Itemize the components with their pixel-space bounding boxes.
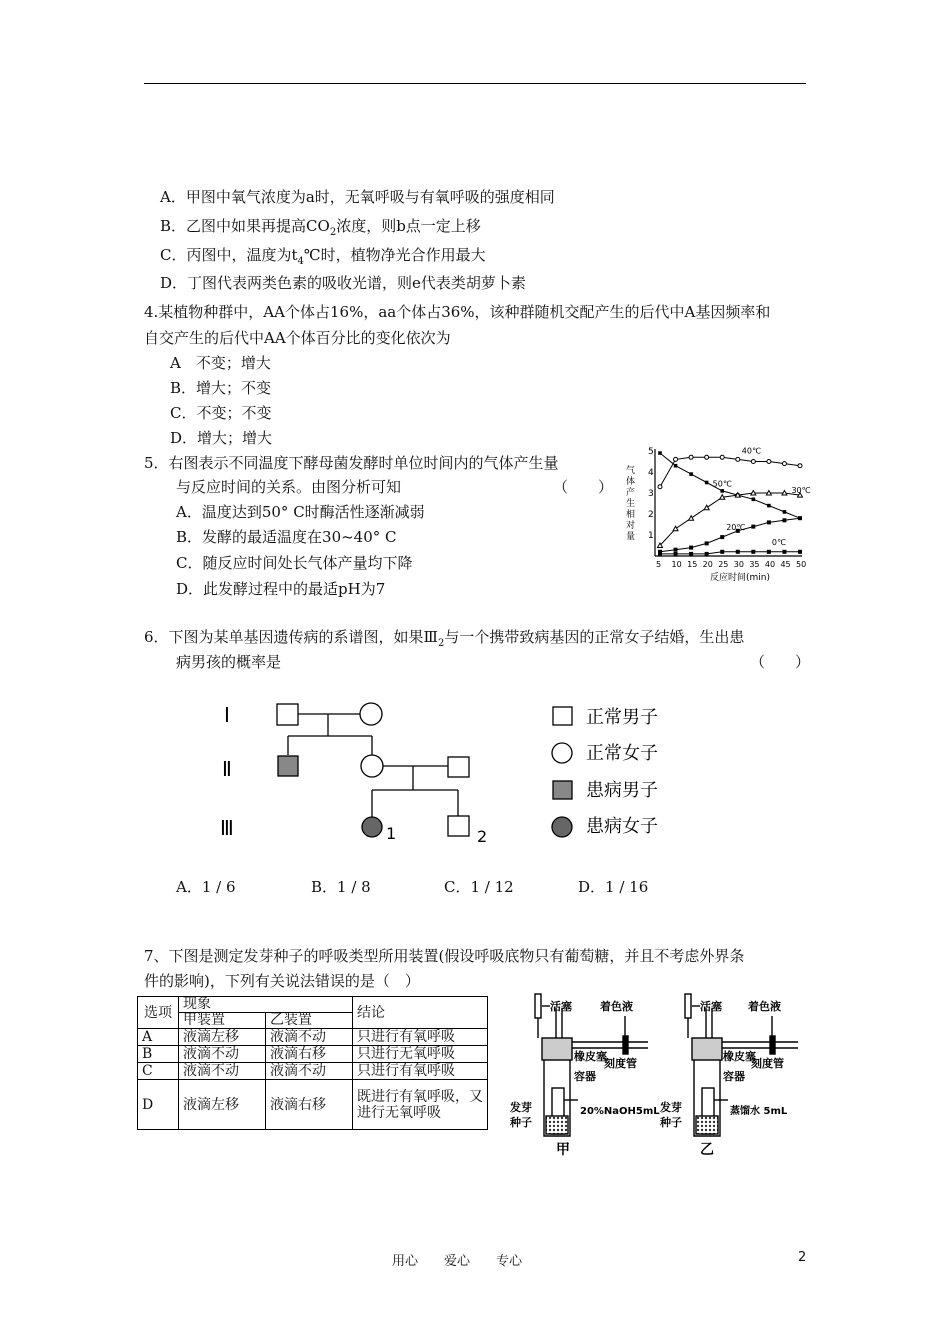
q5-option-d: D．此发酵过程中的最适pH为7 — [176, 580, 386, 598]
chart-x-tick-label: 10 — [671, 560, 682, 569]
chart-x-axis-label: 反应时间(min) — [710, 573, 770, 583]
chart-point — [752, 498, 756, 502]
chart-point — [782, 462, 786, 466]
chart-point — [782, 550, 786, 554]
q3-option-a: A．甲图中氧气浓度为a时，无氧呼吸与有氧呼吸的强度相同 — [160, 188, 555, 206]
chart-point — [798, 464, 802, 468]
chart-series-label: 40℃ — [741, 446, 761, 456]
chart-x-tick-label: 5 — [656, 560, 662, 569]
chart-point — [720, 489, 724, 493]
individual-label-1: 1 — [386, 824, 397, 843]
chart-x-tick-label: 50 — [796, 560, 807, 569]
yi-label-colored-liquid: 着色液 — [748, 1000, 781, 1013]
yi-figure-label: 乙 — [700, 1142, 714, 1158]
jia-figure-label: 甲 — [556, 1142, 570, 1158]
chart-point — [705, 541, 709, 545]
yi-seeds — [696, 1116, 718, 1134]
chart-point — [689, 472, 693, 476]
fermentation-chart — [622, 443, 811, 585]
chart-point — [751, 491, 756, 496]
table-cell-jia: 液滴左移 — [179, 1080, 266, 1130]
yi-label-graduated-tube: 刻度管 — [751, 1057, 784, 1070]
legend-normal-female-label: 正常女子 — [586, 743, 658, 764]
q3-option-d: D．丁图代表两类色素的吸收光谱，则e代表类胡萝卜素 — [160, 274, 526, 292]
respiration-apparatus-figure — [508, 988, 808, 1160]
q7-results-table — [137, 996, 488, 1130]
table-header-conclusion: 结论 — [353, 997, 488, 1029]
yi-label-seeds-line2: 种子 — [660, 1116, 682, 1129]
chart-point — [783, 510, 787, 514]
q4-option-c: C．不变；不变 — [170, 404, 272, 422]
table-header-phenomenon: 现象 — [179, 997, 353, 1013]
chart-x-tick-label: 15 — [687, 560, 698, 569]
chart-y-label-char: 产 — [626, 488, 636, 498]
chart-point — [720, 550, 724, 554]
chart-series-label: 20℃ — [726, 523, 746, 533]
chart-x-tick-label: 45 — [780, 560, 791, 569]
chart-point — [704, 505, 709, 510]
individual-label-2: 2 — [477, 827, 488, 846]
chart-point — [720, 455, 724, 459]
table-cell-yi: 液滴右移 — [266, 1046, 353, 1063]
chart-point — [705, 552, 709, 556]
chart-point — [751, 550, 755, 554]
chart-y-tick-label: 1 — [648, 531, 654, 541]
table-cell-jia: 液滴左移 — [179, 1029, 266, 1046]
table-row — [138, 1063, 488, 1080]
jia-rubber-stopper — [542, 1038, 572, 1060]
q6-stem-line2: 病男孩的概率是 — [176, 653, 282, 671]
chart-point — [782, 518, 786, 522]
yi-rubber-stopper — [692, 1038, 722, 1060]
q4-option-b: B．增大；不变 — [170, 379, 272, 397]
chart-series-label: 50℃ — [712, 479, 732, 489]
yi-label-stopcock: 活塞 — [700, 1000, 722, 1013]
q7-stem-line1: 7、下图是测定发芽种子的呼吸类型所用装置(假设呼吸底物只有葡萄糖，并且不考虑外界条 — [144, 947, 745, 965]
table-cell-conclusion: 只进行有氧呼吸 — [353, 1029, 488, 1046]
chart-point — [658, 552, 662, 556]
chart-point — [735, 493, 740, 498]
table-cell-yi: 液滴右移 — [266, 1080, 353, 1130]
q6-option-d: D．1 / 16 — [578, 878, 649, 896]
chart-y-tick-label: 4 — [648, 468, 654, 478]
q5-option-b: B．发酵的最适温度在30~40° C — [176, 528, 397, 546]
chart-y-label-char: 量 — [626, 532, 636, 542]
chart-point — [674, 464, 678, 468]
chart-y-label-char: 气 — [626, 466, 636, 476]
q4-option-a: A 不变；增大 — [170, 354, 271, 372]
q5-stem-line1: 5．右图表示不同温度下酵母菌发酵时单位时间内的气体产生量 — [144, 454, 559, 472]
chart-x-tick-label: 25 — [718, 560, 729, 569]
footer-motto: 用心 爱心 专心 — [392, 1254, 523, 1269]
jia-colored-drop — [623, 1036, 628, 1054]
chart-point — [736, 550, 740, 554]
q5-option-c: C．随反应时间处长气体产量均下降 — [176, 554, 413, 572]
table-cell-yi: 液滴不动 — [266, 1029, 353, 1046]
pedigree-iii2-normal-male — [448, 816, 469, 836]
yi-label-seeds-line1: 发芽 — [660, 1101, 682, 1114]
pedigree-iii1-affected-female — [362, 817, 382, 837]
chart-series-line — [660, 552, 800, 554]
q4-option-d: D．增大；增大 — [170, 429, 273, 447]
chart-point — [658, 485, 662, 489]
chart-point — [674, 552, 678, 556]
chart-point — [673, 526, 678, 531]
pedigree-ii1-affected-male — [278, 756, 298, 776]
jia-label-graduated-tube: 刻度管 — [604, 1057, 637, 1070]
q6-stem-line1: 6．下图为某单基因遗传病的系谱图，如果$Ⅲ_2$与一个携带致病基因的正常女子结婚，生出患 — [144, 628, 745, 649]
pedigree-diagram — [210, 692, 680, 852]
chart-point — [658, 451, 662, 455]
chart-point — [720, 495, 725, 500]
yi-label-container: 容器 — [723, 1070, 745, 1083]
generation-label-iii: Ⅲ — [220, 816, 234, 840]
legend-affected-male-icon — [553, 781, 572, 799]
chart-y-tick-label: 3 — [648, 489, 654, 499]
legend-affected-female-label: 患病女子 — [586, 816, 658, 837]
chart-point — [751, 525, 755, 529]
table-header-yi: 乙装置 — [266, 1013, 353, 1029]
chart-y-label-char: 生 — [626, 499, 636, 509]
chart-point — [767, 550, 771, 554]
chart-point — [689, 516, 694, 521]
chart-y-label-char: 体 — [626, 477, 636, 487]
jia-label-seeds-line1: 发芽 — [510, 1101, 532, 1114]
header-rule — [144, 83, 806, 84]
page-number: 2 — [798, 1250, 807, 1265]
chart-point — [767, 504, 771, 508]
table-cell-jia: 液滴不动 — [179, 1046, 266, 1063]
q5-option-a: A．温度达到50° C时酶活性逐渐减弱 — [176, 503, 425, 521]
chart-y-label-char: 相 — [626, 510, 636, 520]
q7-stem-line2: 件的影响)，下列有关说法错误的是（ ） — [144, 972, 420, 990]
chart-point — [674, 548, 678, 552]
jia-label-seeds-line2: 种子 — [510, 1116, 532, 1129]
chart-y-label-char: 对 — [626, 521, 636, 531]
table-cell-conclusion: 只进行有氧呼吸 — [353, 1063, 488, 1080]
table-cell-conclusion: 只进行无氧呼吸 — [353, 1046, 488, 1063]
chart-point — [767, 520, 771, 524]
q4-stem-line1: 4.某植物种群中，AA个体占16%，aa个体占36%，该种群随机交配产生的后代中A基因频率和 — [144, 303, 771, 321]
table-cell-conclusion: 既进行有氧呼吸，又进行无氧呼吸 — [353, 1080, 488, 1130]
table-row — [138, 1029, 488, 1046]
chart-point — [689, 546, 693, 550]
chart-point — [751, 460, 755, 464]
jia-label-naoh: 20%NaOH5mL — [580, 1106, 660, 1117]
yi-label-rubber-stopper: 橡皮塞 — [723, 1050, 756, 1063]
chart-y-tick-label: 2 — [648, 510, 654, 520]
pedigree-ii3-normal-male — [448, 757, 469, 777]
legend-normal-female-icon — [552, 743, 572, 763]
q3-option-b: B．乙图中如果再提高$CO_2$浓度，则b点一定上移 — [160, 217, 481, 238]
table-cell-option: A — [138, 1029, 179, 1046]
pedigree-i2-normal-female — [360, 703, 382, 725]
pedigree-i1-normal-male — [277, 704, 298, 725]
jia-label-container: 容器 — [574, 1070, 596, 1083]
q5-answer-paren: （ ） — [553, 478, 614, 496]
table-header-jia: 甲装置 — [179, 1013, 266, 1029]
yi-label-water: 蒸馏水 5mL — [730, 1106, 788, 1117]
jia-seeds — [546, 1116, 568, 1134]
q6-option-a: A．1 / 6 — [176, 878, 236, 896]
chart-y-tick-label: 5 — [648, 447, 654, 457]
chart-point — [798, 550, 802, 554]
chart-point — [720, 535, 724, 539]
generation-label-i: Ⅰ — [224, 703, 230, 727]
yi-stopcock — [685, 994, 691, 1018]
chart-point — [705, 455, 709, 459]
chart-y-axis-label — [626, 464, 635, 542]
table-row — [138, 1080, 488, 1130]
jia-label-rubber-stopper: 橡皮塞 — [574, 1050, 607, 1063]
legend-normal-male-label: 正常男子 — [586, 707, 658, 728]
chart-x-tick-label: 35 — [749, 560, 760, 569]
chart-point — [767, 460, 771, 464]
table-cell-jia: 液滴不动 — [179, 1063, 266, 1080]
chart-x-tick-label: 40 — [764, 560, 776, 569]
jia-label-colored-liquid: 着色液 — [600, 1000, 633, 1013]
chart-point — [689, 455, 693, 459]
table-cell-option: B — [138, 1046, 179, 1063]
q5-stem-line2: 与反应时间的关系。由图分析可知 — [176, 478, 402, 496]
q6-answer-paren: （ ） — [750, 653, 811, 671]
q4-stem-line2: 自交产生的后代中AA个体百分比的变化依次为 — [144, 329, 451, 347]
legend-affected-male-label: 患病男子 — [586, 780, 658, 801]
chart-series-label: 0℃ — [771, 537, 786, 547]
chart-point — [689, 552, 693, 556]
chart-x-tick-label: 20 — [702, 560, 713, 569]
chart-x-tick-label: 30 — [733, 560, 744, 569]
chart-point — [782, 491, 787, 496]
q6-option-c: C．1 / 12 — [444, 878, 514, 896]
table-header-option: 选项 — [138, 997, 179, 1029]
chart-series-label: 30℃ — [791, 486, 811, 495]
chart-point — [674, 457, 678, 461]
table-cell-yi: 液滴不动 — [266, 1063, 353, 1080]
q6-option-b: B．1 / 8 — [311, 878, 371, 896]
jia-stopcock — [535, 994, 541, 1018]
chart-point — [705, 481, 709, 485]
table-cell-option: D — [138, 1080, 179, 1130]
q3-option-c: C．丙图中，温度为$t_4℃$时，植物净光合作用最大 — [160, 246, 486, 267]
generation-label-ii: Ⅱ — [222, 757, 232, 781]
legend-normal-male-icon — [553, 707, 572, 725]
table-row — [138, 1046, 488, 1063]
jia-label-stopcock: 活塞 — [550, 1000, 572, 1013]
pedigree-ii2-normal-female — [361, 755, 383, 777]
chart-point — [766, 491, 771, 496]
chart-point — [736, 457, 740, 461]
legend-affected-female-icon — [552, 817, 572, 837]
table-cell-option: C — [138, 1063, 179, 1080]
yi-colored-drop — [770, 1036, 775, 1054]
chart-point — [798, 516, 802, 520]
